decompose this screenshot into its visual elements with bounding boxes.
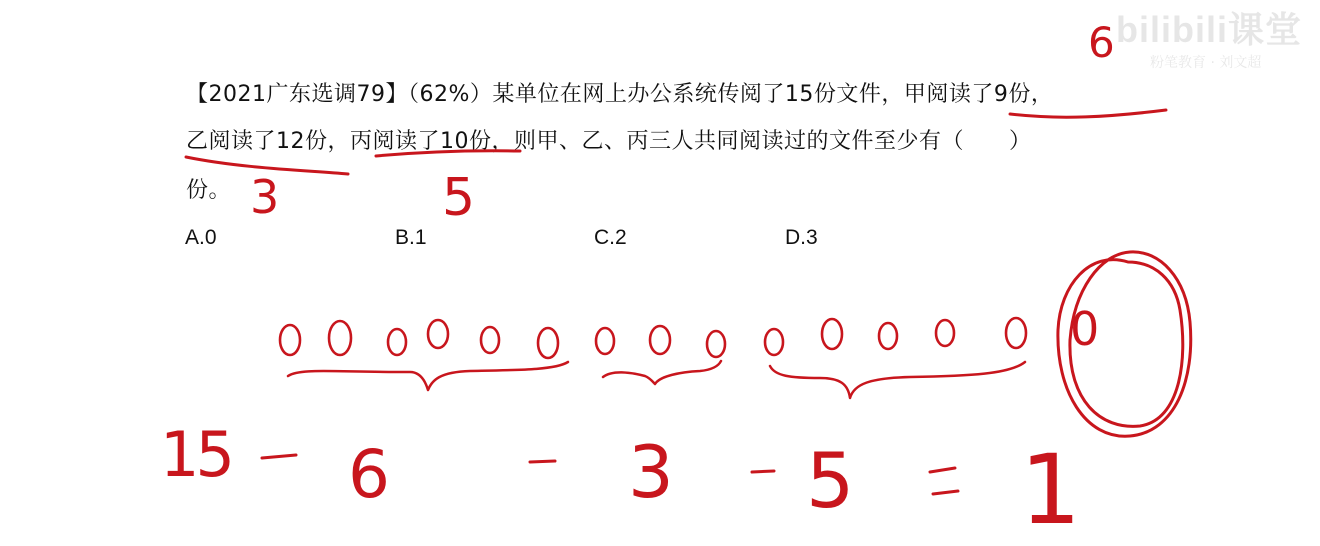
watermark-sub: 粉笔教育 · 刘文超 xyxy=(1150,55,1262,71)
file-circle xyxy=(650,326,670,354)
watermark-main: bilibili课堂 xyxy=(1116,9,1302,50)
brace-group-1 xyxy=(288,362,568,390)
file-circle xyxy=(481,327,499,353)
minus-sign-2 xyxy=(530,461,555,462)
question-line-2: 乙阅读了12份，丙阅读了10份，则甲、乙、丙三人共同阅读过的文件至少有（ ） xyxy=(186,129,1032,154)
equation-term-3: 3 xyxy=(628,430,674,514)
minus-sign-3 xyxy=(752,471,774,472)
file-circle xyxy=(329,321,351,355)
highlighted-circle-value: 0 xyxy=(1070,302,1100,356)
file-circles xyxy=(280,318,1026,358)
brace-group-3 xyxy=(770,362,1025,398)
file-circle xyxy=(388,329,406,355)
equation-term-5: 5 xyxy=(806,436,855,525)
file-circle xyxy=(280,325,300,355)
underline-bing xyxy=(376,151,520,156)
equation-term-15: 15 xyxy=(160,418,231,491)
underline-jia xyxy=(1010,110,1166,117)
question-line-3: 份。 xyxy=(186,178,232,203)
equation-term-6: 6 xyxy=(348,436,390,513)
file-circle xyxy=(822,319,842,349)
option-d[interactable]: D.3 xyxy=(785,226,818,249)
annotation-jia-remaining: 6 xyxy=(1088,18,1115,67)
file-circle xyxy=(538,328,558,358)
annotation-bing-remaining: 5 xyxy=(442,168,476,228)
equals-bottom xyxy=(933,491,958,494)
minus-sign-1 xyxy=(262,455,296,458)
file-circle xyxy=(707,331,725,357)
file-circle xyxy=(1006,318,1026,348)
file-circle xyxy=(879,323,897,349)
option-b[interactable]: B.1 xyxy=(395,226,427,249)
brace-group-2 xyxy=(603,361,721,384)
file-circle xyxy=(596,328,614,354)
question-line-1: 【2021广东选调79】（62%）某单位在网上办公系统传阅了15份文件，甲阅读了9份， xyxy=(186,82,1054,107)
equation-result-1: 1 xyxy=(1020,434,1082,546)
equals-top xyxy=(930,468,955,472)
option-a[interactable]: A.0 xyxy=(185,226,217,249)
file-circle xyxy=(765,329,783,355)
annotation-yi-remaining: 3 xyxy=(250,170,280,224)
file-circle xyxy=(428,320,448,348)
file-circle xyxy=(936,320,954,346)
option-c[interactable]: C.2 xyxy=(594,226,627,249)
